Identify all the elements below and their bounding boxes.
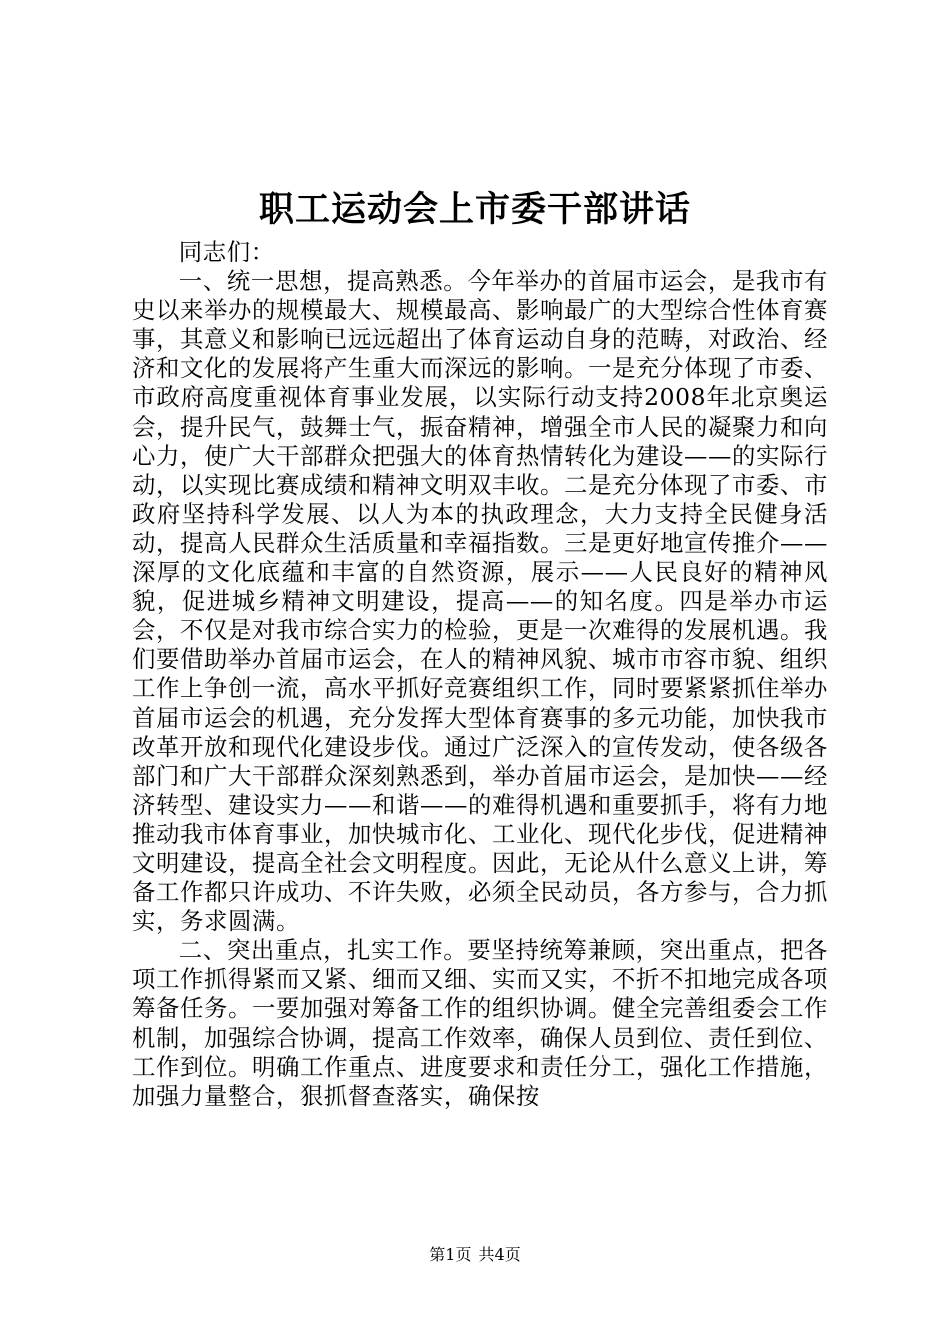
document-title: 职工运动会上市委干部讲话 (258, 189, 691, 230)
document-body (132, 238, 828, 1111)
paragraph-1: 一、统一思想，提高熟悉。今年举办的首届市运会，是我市有史以来举办的规模最大、规模最高、影响最广的大型综合性体育赛事，其意义和影响已远远超出了体育运动自身的范畴，对政治、经济和文化的发展将产生重大而深远的影响。一是充分体现了市委、市政府高度重视体育事业发展，以实际行动支持2008年北京奥运会，提升民气，鼓舞士气，振奋精神，增强全市人民的凝聚力和向心力，使广大干部群众把强大的体育热情转化为建设——的实际行动，以实现比赛成绩和精神文明双丰收。二是充分体现了市委、市政府坚持科学发展、以人为本的执政理念，大力支持全民健身活动，提高人民群众生活质量和幸福指数。三是更好地宣传推介——深厚的文化底蕴和丰富的自然资源，展示——人民良好的精神风貌，促进城乡精神文明建设，提高——的知名度。四是举办市运会，不仅是对我市综合实力的检验，更是一次难得的发展机遇。我们要借助举办首届市运会，在人的精神风貌、城市市容市貌、组织工作上争创一流，高水平抓好竞赛组织工作，同时要紧紧抓住举办首届市运会的机遇，充分发挥大型体育赛事的多元功能，加快我市改革开放和现代化建设步伐。通过广泛深入的宣传发动，使各级各部门和广大干部群众深刻熟悉到，举办首届市运会，是加快——经济转型、建设实力——和谐——的难得机遇和重要抓手，将有力地推动我市体育事业，加快城市化、工业化、现代化步伐，促进精神文明建设，提高全社会文明程度。因此，无论从什么意义上讲，筹备工作都只许成功、不许失败，必须全民动员，各方参与，合力抓实，务求圆满。 (132, 267, 828, 936)
page-number-footer: 第1页 共4页 (429, 1245, 521, 1264)
paragraph-2: 二、突出重点，扎实工作。要坚持统筹兼顾，突出重点，把各项工作抓得紧而又紧、细而又细、实而又实，不折不扣地完成各项筹备任务。一要加强对筹备工作的组织协调。健全完善组委会工作机制，加强综合协调，提高工作效率，确保人员到位、责任到位、工作到位。明确工作重点、进度要求和责任分工，强化工作措施，加强力量整合，狠抓督查落实，确保按 (132, 936, 828, 1110)
salutation: 同志们： (178, 238, 275, 266)
